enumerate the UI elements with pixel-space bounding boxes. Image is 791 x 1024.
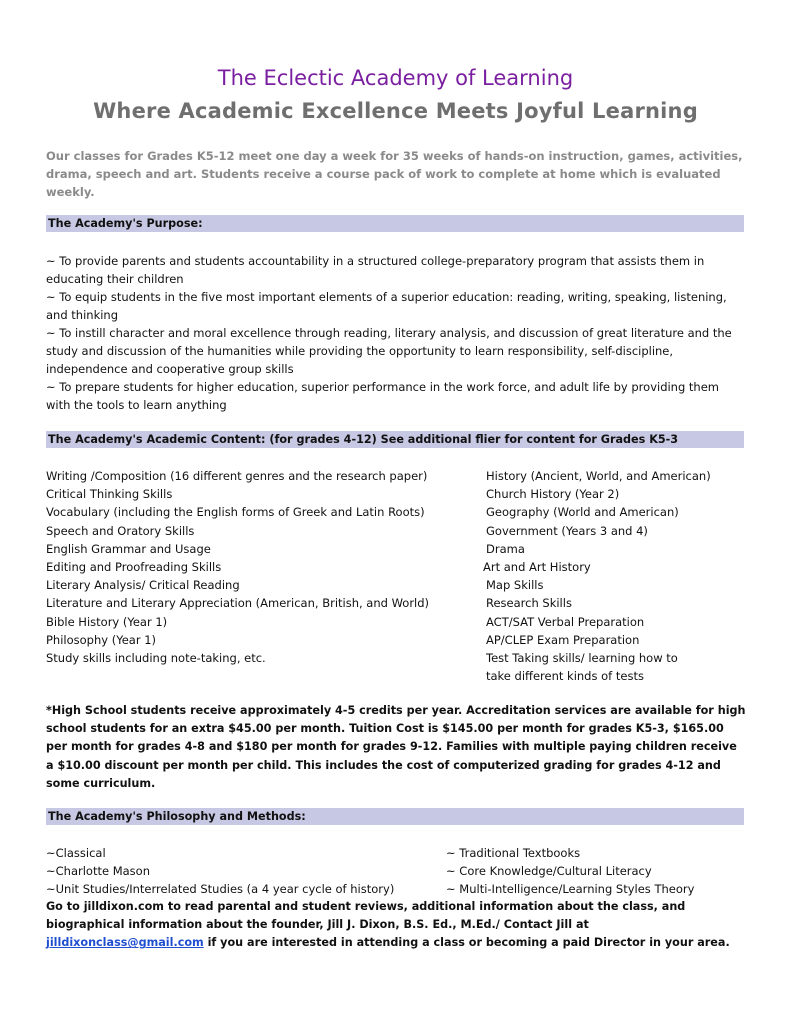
purpose-item: ~ To instill character and moral excellence through reading, literary analysis, and discussion of great literature and the study and discussion of the humanities while providing the opportunity to learn responsibility, self-discipline, independence and cooperative group skills — [46, 326, 732, 376]
purpose-item: ~ To provide parents and students accountability in a structured college-preparatory program that assists them in educating their children — [46, 254, 705, 286]
content-item: take different kinds of tests — [486, 669, 644, 684]
philosophy-item: ~Charlotte Mason — [46, 864, 150, 878]
content-item: Test Taking skills/ learning how to — [486, 651, 678, 666]
content-item: Speech and Oratory Skills — [46, 523, 195, 538]
content-item: Editing and Proofreading Skills — [46, 560, 222, 575]
content-right-column — [483, 467, 711, 685]
content-item: AP/CLEP Exam Preparation — [486, 632, 640, 647]
philosophy-right-column — [446, 844, 694, 898]
purpose-heading: The Academy's Purpose: — [46, 215, 744, 232]
contact-text: Go to jilldixon.com to read parental and student reviews, additional information about the class, and biographical information about the founder, Jill J. Dixon, B.S. Ed., M.Ed./ Contact Jill at — [46, 900, 686, 932]
philosophy-item: ~ Traditional Textbooks — [446, 846, 581, 860]
content-item: Critical Thinking Skills — [46, 487, 173, 502]
content-item: English Grammar and Usage — [46, 541, 211, 556]
contact-paragraph — [46, 898, 746, 953]
content-item: Government (Years 3 and 4) — [486, 523, 648, 538]
content-item: Literary Analysis/ Critical Reading — [46, 578, 240, 593]
content-item: Vocabulary (including the English forms of Greek and Latin Roots) — [46, 505, 425, 520]
purpose-item: ~ To prepare students for higher education, superior performance in the work force, and adult life by providing them with the tools to learn anything — [46, 380, 720, 412]
email-link[interactable]: jilldixonclass@gmail.com — [46, 936, 204, 950]
philosophy-heading: The Academy's Philosophy and Methods: — [46, 808, 744, 825]
purpose-list — [46, 252, 746, 414]
philosophy-left-column — [46, 844, 394, 898]
content-item: Art and Art History — [483, 560, 591, 575]
content-heading: The Academy's Academic Content: (for grades 4-12) See additional flier for content for Grades K5-3 — [46, 431, 744, 448]
philosophy-item: ~ Multi-Intelligence/Learning Styles Theory — [446, 882, 695, 896]
content-item: Geography (World and American) — [486, 505, 679, 520]
content-item: Literature and Literary Appreciation (American, British, and World) — [46, 596, 430, 611]
content-item: Drama — [486, 541, 525, 556]
content-item: Church History (Year 2) — [486, 487, 620, 502]
philosophy-item: ~Classical — [46, 846, 106, 860]
content-item: ACT/SAT Verbal Preparation — [486, 614, 645, 629]
contact-after: if you are interested in attending a class or becoming a paid Director in your area. — [203, 936, 730, 950]
philosophy-item: ~Unit Studies/Interrelated Studies (a 4 year cycle of history) — [46, 882, 395, 896]
intro-paragraph: Our classes for Grades K5-12 meet one day a week for 35 weeks of hands-on instruction, games, activities, drama, speech and art. Students receive a course pack of work to complete at home which is evaluated weekly. — [46, 149, 743, 199]
philosophy-item: ~ Core Knowledge/Cultural Literacy — [446, 864, 652, 878]
content-item: Bible History (Year 1) — [46, 614, 168, 629]
content-item: History (Ancient, World, and American) — [486, 469, 711, 483]
content-item: Study skills including note-taking, etc. — [46, 651, 266, 666]
content-item: Research Skills — [486, 596, 572, 611]
content-item: Map Skills — [486, 578, 544, 593]
academy-subtitle: Where Academic Excellence Meets Joyful Learning — [93, 99, 698, 123]
content-left-column — [46, 467, 429, 667]
tuition-note: *High School students receive approximately 4-5 credits per year. Accreditation services are available for high school students for an extra $45.00 per month. Tuition Cost is $145.00 per month for grades K5-3, $165.00 per month for grades 4-8 and $180 per month for grades 9-12. Families with multiple paying children receive a $10.00 discount per month per child. This includes the cost of computerized grading for grades 4-12 and some curriculum. — [46, 704, 746, 790]
content-item: Writing /Composition (16 different genres and the research paper) — [46, 469, 428, 483]
content-item: Philosophy (Year 1) — [46, 632, 157, 647]
purpose-item: ~ To equip students in the five most important elements of a superior education: reading, writing, speaking, listening, and thinking — [46, 290, 727, 322]
academy-title: The Eclectic Academy of Learning — [217, 66, 574, 90]
